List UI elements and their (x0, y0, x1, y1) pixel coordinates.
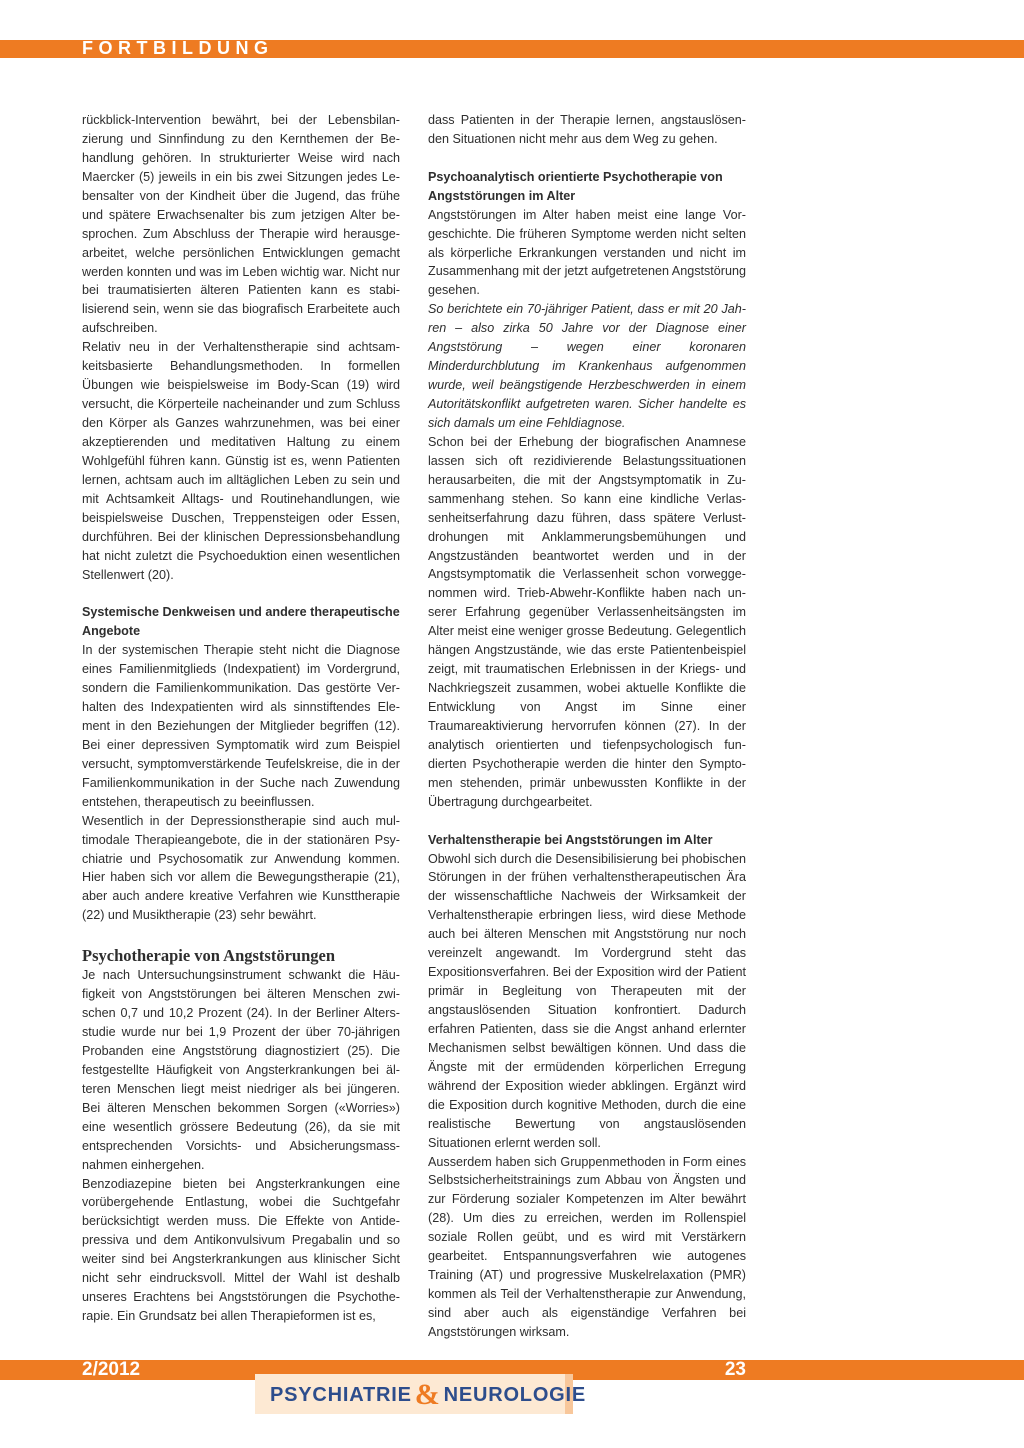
paragraph: rückblick-Intervention bewährt, bei der Lebensbilanzierung und Sinnfindung zu den Kernthemen der Behandlung gehören. In strukturierter Weise wird nach Maercker (5) jeweils in ein bis zwei Sitzungen jedes Lebensalter von der Kindheit über die Jugend, das frühe und spätere Erwachsenalter bis zum jetzigen Alter besprochen. Zum Abschluss der Therapie wird herausgearbeitet, welche persönlichen Entwicklungen gemacht werden konnten und was im Leben wichtig war. Nicht nur bei traumatisierten älteren Patienten kann es stabilisierend sein, wenn sie das biografisch Erarbeitete auch aufschreiben. (82, 113, 400, 336)
paragraph: Schon bei der Erhebung der biografischen Anamnese lassen sich oft rezidivierende Belastungssituationen herausarbeiten, die mit der Angstsymptomatik in Zusammenhang stehen. So kann eine kindliche Verlassenheitserfahrung dazu führen, dass spätere Verlustdrohungen mit Anklammerungsbemühungen und Angstzuständen beantwortet werden und in der Angstsymptomatik die Verlassenheit schon vorweggenommen wird. Trieb-Abwehr-Konflikte haben nach unserer Erfahrung gegenüber Verlassenheitsängsten im Alter meist eine weniger grosse Bedeutung. Gelegentlich hängen Angstzustände, wie das erste Patientenbeispiel zeigt, mit traumatischen Erlebnissen in der Kriegs- und Nachkriegszeit zusammen, wobei aktuelle Konflikte die Entwicklung von Angst im Sinne einer Traumareaktivierung hervorrufen können (27). In der analytisch orientierten und tiefenpsychologisch fundierten Psychotherapie werden die hinter den Symptomen stehenden, primär unbewussten Konflikte in der Übertragung durchgearbeitet. (428, 434, 746, 809)
journal-name-part2: NEUROLOGIE (443, 1384, 587, 1406)
paragraph: Je nach Untersuchungsinstrument schwankt die Häufigkeit von Angststörungen bei älteren Menschen zwischen 0,7 und 10,2 Prozent (24). In der Berliner Altersstudie wurde nur bei 1,9 Prozent der über 70-jährigen Probanden eine Angststörung diagnostiziert (25). Die festgestellte Häufigkeit von Angsterkrankungen bei älteren Menschen liegt meist niedriger als bei jüngeren. Bei älteren Menschen bekommen Sorgen («Worries») eine wesentlich grössere Bedeutung (26), da sie mit entsprechenden Vorsichts- und Absicherungsmassnahmen einhergehen. (82, 968, 400, 1172)
section-label: FORTBILDUNG (82, 38, 274, 58)
section-heading-anxiety: Psychotherapie von Angststörungen (82, 946, 336, 966)
case-example-paragraph: So berichtete ein 70-jähriger Patient, dass er mit 20 Jahren – also zirka 50 Jahre vor der Diagnose einer Angststörung – wegen einer koronaren Minderdurchblutung im Krankenhaus aufgenommen wurde, weil beängstigende Herzbeschwerden in einem Autoritätskonflikt aufgetreten waren. Sicher handelte es sich damals um eine Fehldiagnose. (428, 302, 746, 430)
paragraph: Wesentlich in der Depressionstherapie sind auch multimodale Therapieangebote, die in der stationären Psychiatrie und Psychosomatik zur Anwendung kommen. Hier haben sich vor allem die Bewegungstherapie (21), aber auch andere kreative Verfahren wie Kunsttherapie (22) und Musiktherapie (23) sehr bewährt. (82, 813, 400, 923)
paragraph: Relativ neu in der Verhaltenstherapie sind achtsamkeitsbasierte Behandlungsmethoden. In formellen Übungen wie beispielsweise im Body-Scan (19) wird versucht, die Körperteile nacheinander und zum Schluss den Körper als Ganzes wahrzunehmen, was bei einer akzeptierenden und meditativen Haltung zu einem Wohlgefühl führen kann. Günstig ist es, wenn Patienten lernen, achtsam auch im alltäglichen Leben zu sein und mit Achtsamkeit Alltags- und Routinehandlungen, wie beispielsweise Duschen, Treppensteigen oder Essen, durchführen. Bei der klinischen Depressionsbehandlung hat nicht zuletzt die Psychoeduktion einen wesentlichen Stellenwert (20). (82, 340, 400, 582)
subheading-behavioral: Verhaltenstherapie bei Angststörungen im Alter (428, 832, 713, 847)
journal-name-part1: PSYCHIATRIE (270, 1384, 412, 1406)
journal-logo (270, 1380, 586, 1410)
paragraph: In der systemischen Therapie steht nicht die Diagnose eines Familienmitglieds (Indexpatient) im Vordergrund, sondern die Familienkommunikation. Das gestörte Verhalten des Indexpatienten wird als sinnstiftendes Element in den Beziehungen der Mitglieder begriffen (12). Bei einer depressiven Symptomatik wird zum Beispiel versucht, symptomverstärkende Teufelskreise, die in der Familienkommunikation in der Suche nach Zuwendung entstehen, therapeutisch zu beeinflussen. (82, 643, 400, 809)
page-number: 23 (724, 1359, 746, 1380)
paragraph: Angststörungen im Alter haben meist eine lange Vorgeschichte. Die früheren Symptome werden nicht selten als körperliche Erkrankungen verstanden und nicht im Zusammenhang mit der jetzt aufgetretenen Angststörung gesehen. (428, 207, 746, 298)
paragraph: Obwohl sich durch die Desensibilisierung bei phobischen Störungen in der frühen verhaltenstherapeutischen Ära der wissenschaftliche Nachweis der Wirksamkeit der Verhaltenstherapie erbringen liess, wird diese Methode auch bei älteren Menschen mit Angststörung nur noch vereinzelt angewandt. Im Vordergrund steht das Expositionsverfahren. Bei der Exposition wird der Patient primär in Begleitung von Therapeuten mit der angstauslösenden Situation konfrontiert. Dadurch erfahren Patienten, dass sie die Angst anhand erlernter Mechanismen selbst bewältigen können. Und dass die Ängste mit der ermüdenden körperlichen Erregung während der Exposition wieder abklingen. Ergänzt wird die Exposition durch kognitive Methoden, durch die eine realistische Bewertung von angstauslösenden Situationen erlernt werden soll. (428, 851, 746, 1150)
subheading-systemic: Systemische Denkweisen und andere therapeutische Angebote (82, 605, 400, 639)
subheading-psychoanalytic: Psychoanalytisch orientierte Psychotherapie von Angststörungen im Alter (428, 169, 723, 203)
issue-number: 2/2012 (82, 1359, 141, 1380)
right-column (428, 111, 746, 1342)
ampersand-glyph: & (414, 1378, 441, 1411)
paragraph: Benzodiazepine bieten bei Angsterkrankungen eine vorübergehende Entlastung, wobei die Suchtgefahr berücksichtigt werden muss. Die Effekte von Antidepressiva und dem Antikonvulsivum Pregabalin und so weiter sind bei Angsterkrankungen aus klinischer Sicht nicht sehr eindrucksvoll. Mittel der Wahl ist deshalb unseres Erachtens bei Angststörungen die Psychotherapie. Ein Grundsatz bei allen Therapieformen ist es, (82, 1176, 400, 1324)
paragraph: dass Patienten in der Therapie lernen, angstauslösenden Situationen nicht mehr aus dem Weg zu gehen. (428, 113, 746, 146)
left-column (82, 111, 400, 1326)
paragraph: Ausserdem haben sich Gruppenmethoden in Form eines Selbstsicherheitstrainings zum Abbau von Ängsten und zur Förderung sozialer Kompetenzen im Alter bewährt (28). Um dies zu erreichen, werden im Rollenspiel soziale Rollen geübt, und es wird mit Verstärkern gearbeitet. Entspannungsverfahren wie autogenes Training (AT) und progressive Muskelrelaxation (PMR) kommen als Teil der Verhaltenstherapie zur Anwendung, sind aber auch als eigenständige Verfahren bei Angststörungen wirksam. (428, 1154, 746, 1339)
